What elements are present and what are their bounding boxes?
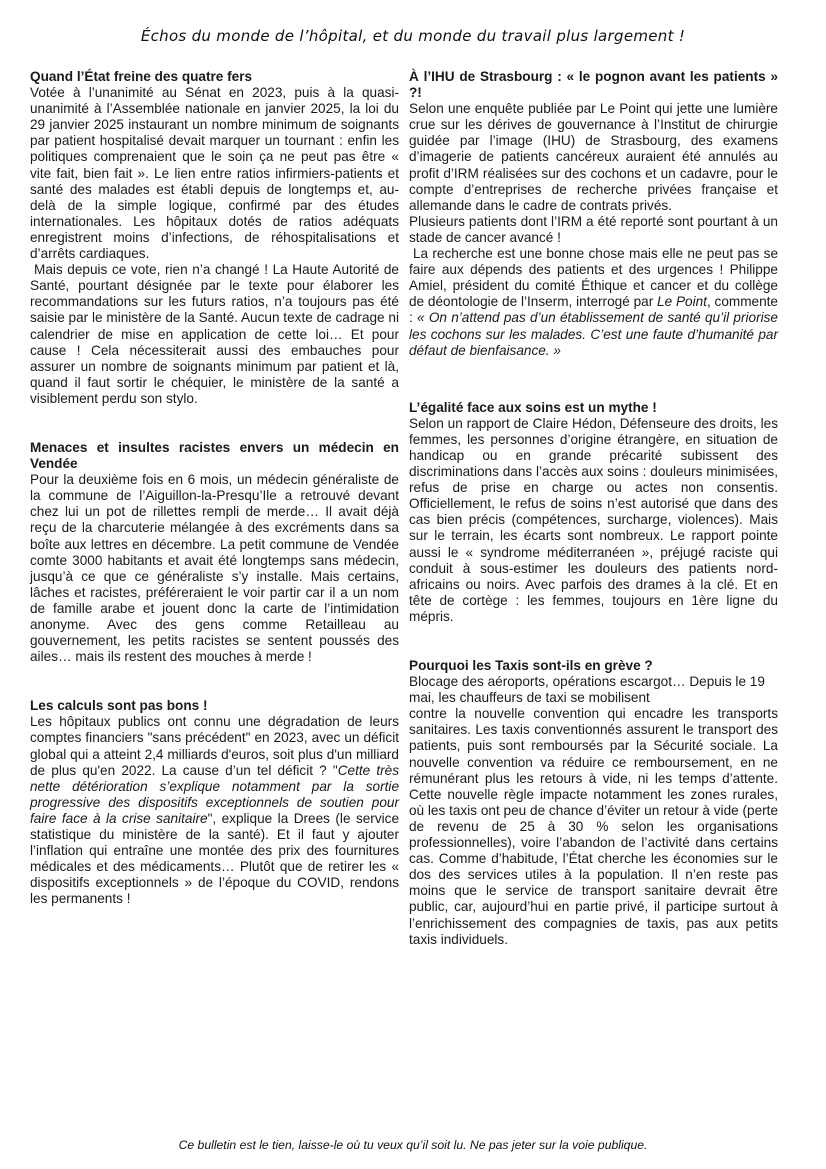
article-ihu-strasbourg (409, 69, 778, 359)
spacer (409, 625, 778, 658)
article-paragraph: Pour la deuxième fois en 6 mois, un médecin généraliste de la commune de l’Aiguillon-la-Presqu’Ile a retrouvé devant chez lui un pot de rillettes rempli de merde… Il avait déjà reçu de la charcuterie mélangée à des excréments dans sa boîte aux lettres en décembre. La petit commune de Vendée comte 3000 habitants et avait été longtemps sans médecin, jusqu’à ce que ce généraliste s’y installe. Mais certains, lâches et racistes, préféreraient le voir partir car il a un nom de famille arabe et jouent donc la carte de l’intimidation anonyme. Avec des gens comme Retailleau au gouvernement, les petits racistes se sentent poussés des ailes… mais ils restent des mouches à merde ! (30, 472, 399, 665)
spacer (409, 359, 778, 400)
source-name: Le Point (657, 294, 707, 310)
spacer (30, 407, 399, 440)
paragraph-text: , commente : (409, 294, 778, 326)
article-ratios-soignants (30, 69, 399, 407)
article-title: Menaces et insultes racistes envers un médecin en Vendée (30, 439, 399, 472)
article-title: À l’IHU de Strasbourg : « le pognon avant les patients » ?! (409, 69, 778, 101)
article-paragraph: Selon un rapport de Claire Hédon, Défenseure des droits, les femmes, les personnes d’origine étrangère, en situation de handicap ou en grande précarité subissent des discriminations dans l’accès aux soins : douleurs minimisées, refus de prise en charge ou actes non consentis. Officiellement, le refus de soins n’est autorisé que dans des cas bien précis (compétences, surcharge, violences). Mais sur le terrain, les écarts sont nombreux. Le rapport pointe aussi le « syndrome méditerranéen », préjugé raciste qui conduit à sous-estimer les douleurs des patients nord-africains ou noirs. Avec parfois des drames à la clé. Et en tête de cortège : les femmes, toujours en 1ère ligne du mépris. (409, 415, 778, 624)
drees-quote: Cette très nette détérioration s’explique notamment par la sortie progressive des dispositifs exceptionnels de soutien pour faire face à la crise sanitaire (30, 762, 399, 826)
bulletin-footer-note: Ce bulletin est le tien, laisse-le où tu veux qu’il soit lu. Ne pas jeter sur la voie publique. (178, 1138, 648, 1152)
article-paragraph: Selon une enquête publiée par Le Point qui jette une lumière crue sur les dérives de gouvernance à l’Institut de chirurgie guidée par l’image (IHU) de Strasbourg, des examens d’imagerie de patients cancéreux auraient été annulés au profit d’IRM réalisées sur des cochons et un cadavre, pour le compte d’entreprises de recherche privées française et allemande dans le cadre de contrats privés. (409, 101, 778, 213)
article-paragraph: Plusieurs patients dont l’IRM a été reporté sont pourtant à un stade de cancer avancé ! (409, 213, 778, 245)
article-paragraph: Blocage des aéroports, opérations escargot… Depuis le 19 mai, les chauffeurs de taxi se mobilisent (409, 674, 765, 706)
article-title: Pourquoi les Taxis sont-ils en grève ? (409, 658, 653, 673)
article-paragraph (30, 714, 399, 907)
spacer (30, 665, 399, 698)
article-menaces-racistes (30, 440, 399, 665)
article-taxis-greve (409, 658, 778, 948)
article-paragraph: Votée à l’unanimité au Sénat en 2023, puis à la quasi-unanimité à l’Assemblée nationale en janvier 2025, la loi du 29 janvier 2025 instaurant un nombre minimum de soignants par patient hospitalisé devait marquer un tournant : enfin les politiques comprenaient que le soin ça ne peut pas être « vite fait, bien fait ». Le lien entre ratios infirmiers-patients et santé des malades est établi depuis de longtemps et, au-delà de la simple logique, confirmé par des études internationales. Les hôpitaux dotés de ratios adéquats enregistrent moins d’infections, de réhospitalisations et d’arrêts cardiaques. (30, 85, 399, 262)
article-egalite-soins (409, 400, 778, 625)
article-title: Les calculs sont pas bons ! (30, 698, 208, 714)
article-paragraph: Mais depuis ce vote, rien n’a changé ! La Haute Autorité de Santé, pourtant désignée par le texte pour élaborer les recommandations sur les futurs ratios, n’a toujours pas été saisie par le ministère de la Santé. Aucun texte de cadrage ni calendrier de mise en application de cette loi… Et pour cause ! Cela nécessiterait aussi des embauches pour assurer un nombre de soignants minimum par patient et là, quand il faut sortir le chéquier, le ministère de la santé a visiblement perdu son stylo. (30, 262, 399, 406)
article-paragraph: contre la nouvelle convention qui encadre les transports sanitaires. Les taxis conventionnés assurent le transport des patients, puis sont remboursés par la Sécurité sociale. La nouvelle convention va réduire ce remboursement, en ne rémunérant plus les retours à vide, ni les temps d’attente. Cette nouvelle règle impacte notamment les zones rurales, où les taxis ont peu de chance d’éviter un retour à vide (perte de revenu de 25 à 30 % selon les organisations professionnelles), voire l’abandon de l’activité dans certains cas. Comme d’habitude, l’État cherche les économies sur le dos des services utiles à la population. Il n’en reste pas moins que le service de transport sanitaire devrait être public, car, aujourd’hui en partie privé, il participe surtout à l’enrichissement des compagnies de taxis, pas aux petits taxis individuels. (409, 706, 778, 947)
amiel-quote: « On n’attend pas d’un établissement de santé qu’il priorise les cochons sur les malades. C’est une faute d’humanité par défaut de bienfaisance. » (409, 310, 778, 358)
article-calculs (30, 698, 399, 907)
article-title: L’égalité face aux soins est un mythe ! (409, 399, 657, 415)
article-paragraph (409, 246, 778, 359)
left-column (30, 69, 399, 908)
paragraph-text: La recherche est une bonne chose mais elle ne peut pas se faire aux dépends des patients et des urgences ! Philippe Amiel, président du comité Éthique et cancer et du collège de déontologie de l’Inserm, interrogé par (409, 246, 778, 310)
paragraph-text: ", explique la Drees (le service statistique du ministère de la santé). Et il faut y ajouter l’inflation qui entraîne une montée des prix des fournitures médicales et des médicaments… Plutôt que de retirer les « dispositifs exceptionnels » de l’époque du COVID, rendons les permanents ! (30, 810, 399, 907)
bulletin-header-title: Échos du monde de l’hôpital, et du monde du travail plus largement ! (140, 27, 686, 45)
right-column (409, 69, 778, 948)
paragraph-text: Les hôpitaux publics ont connu une dégradation de leurs comptes financiers "sans précédent" en 2023, avec un déficit global qui a atteint 2,4 milliards d'euros, soit plus d'un milliard de plus qu'en 2022. La cause d’un tel déficit ? " (30, 714, 399, 778)
article-title: Quand l’État freine des quatre fers (30, 69, 253, 84)
